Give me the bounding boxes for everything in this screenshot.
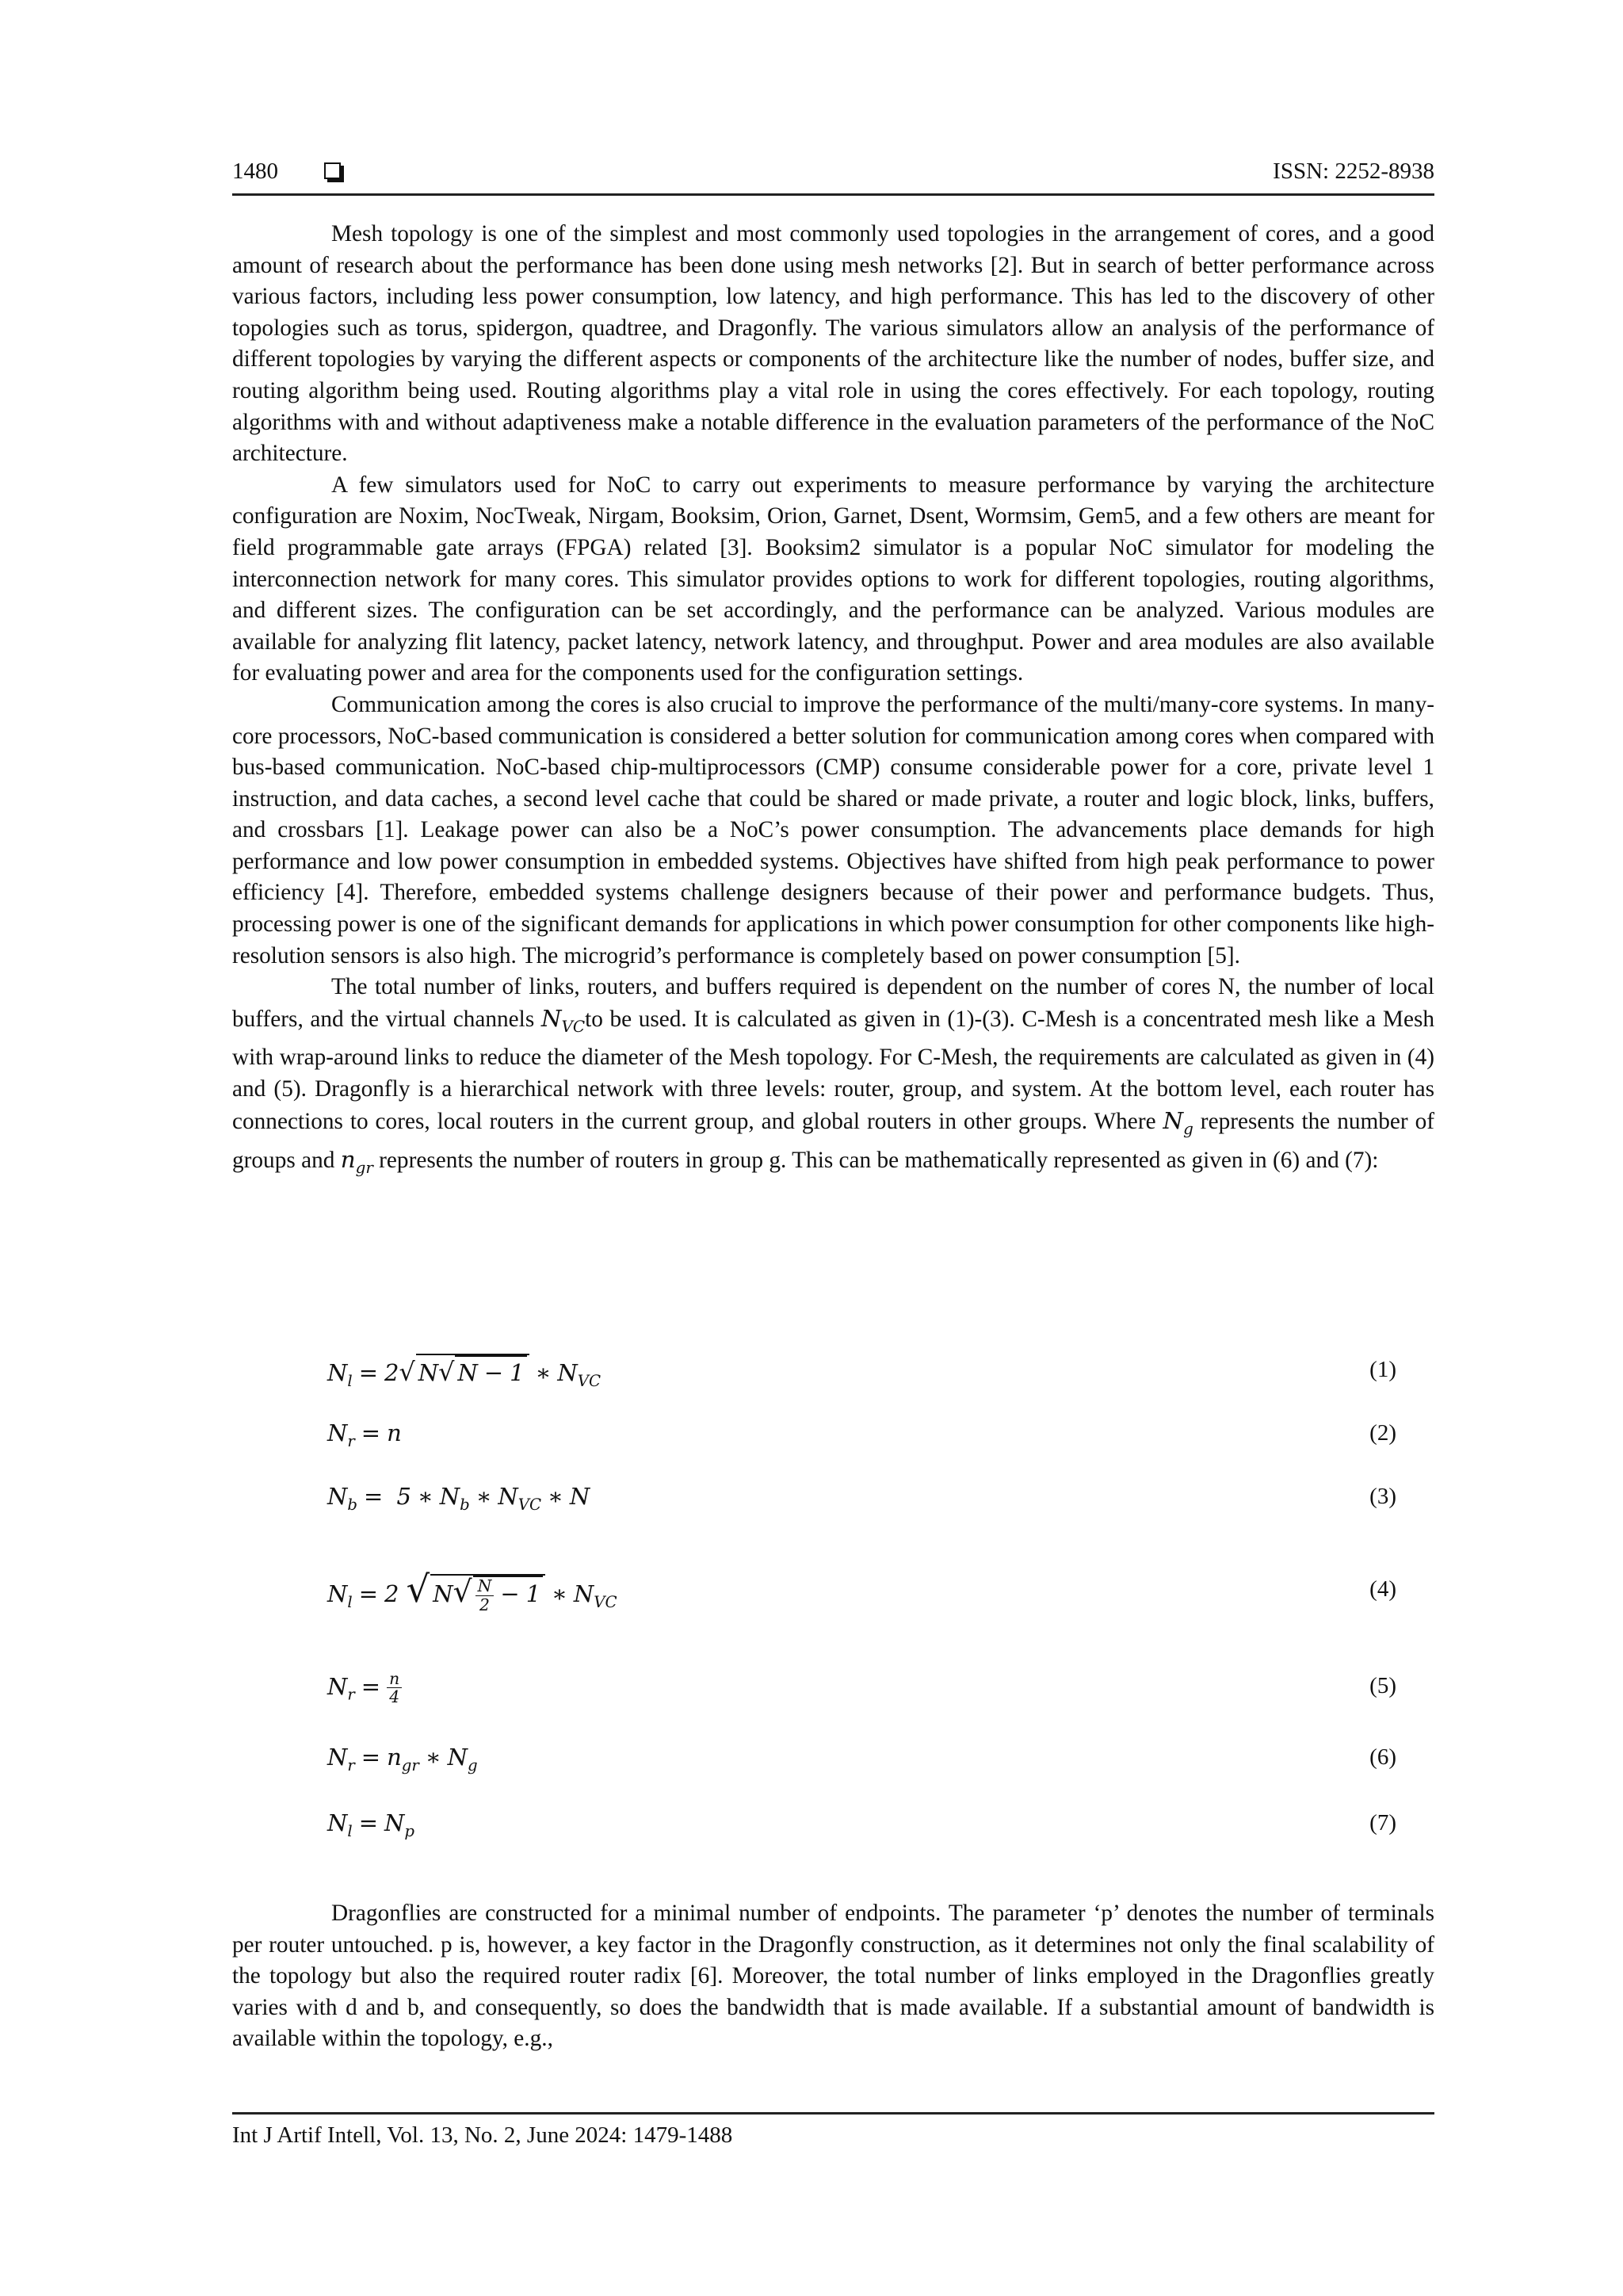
equation-number: (2) bbox=[1369, 1420, 1396, 1446]
equation-number: (4) bbox=[1369, 1576, 1396, 1602]
equation-number: (6) bbox=[1369, 1744, 1396, 1770]
page-header bbox=[232, 155, 1434, 196]
equation-number: (5) bbox=[1369, 1673, 1396, 1698]
issn-label: ISSN: 2252-8938 bbox=[1273, 159, 1434, 184]
equation-4: $N_l = 2$ √ N√ $\frac{N}{2}$ − 1 ∗ $N_{VC}$ (4) bbox=[327, 1568, 1396, 1614]
equation-7: $N_l = N_p$ (7) bbox=[232, 1807, 1434, 1855]
equation-3: $N_b = 5$ ∗ $N_b$ ∗ $N_{VC}$ ∗ N (3) bbox=[232, 1480, 1434, 1528]
paragraph-total-links: The total number of links, routers, and buffers required is dependent on the number of cores N, the number of local buffers, and the virtual channels $N_{VC}to$ be used. It is calculated as given in (1)-(3). C-Mesh is a concentrated mesh like a Mesh with wrap-around links to reduce the diameter of the Mesh topology. For C-Mesh, the requirements are calculated as given in (4) and (5). Dragonfly is a hierarchical network with three levels: router, group, and system. At the bottom level, each router has connections to cores, local routers in the current group, and global routers in other groups. Where $N_g$ represents the number of groups and $n_{gr}$ represents the number of routers in group g. This can be mathematically represented as given in (6) and (7): bbox=[232, 974, 1435, 1178]
equation-2: $N_r = n$ (2) bbox=[232, 1417, 1434, 1465]
equation-number: (7) bbox=[1369, 1810, 1396, 1836]
equation-5: $N_r$ = $\frac{n}{4}$ (5) bbox=[327, 1669, 1396, 1707]
journal-citation: Int J Artif Intell, Vol. 13, No. 2, June 2024: 1479-1488 bbox=[232, 2122, 733, 2148]
equation-1: $N_l = 2√$ N√ N − 1 ∗ $N_{VC}$ (1) bbox=[232, 1354, 1434, 1401]
equation-number: (3) bbox=[1369, 1484, 1396, 1509]
equation-number: (1) bbox=[1369, 1357, 1396, 1382]
paragraph: Mesh topology is one of the simplest and most commonly used topologies in the arrangement of cores, and a good amount of research about the performance has been done using mesh networks [2]. But in search of better performance across various factors, including less power consumption, low latency, and high performance. This has led to the discovery of other topologies such as torus, spidergon, quadtree, and Dragonfly. The various simulators allow an analysis of the performance of different topologies by varying the different aspects or components of the architecture like the number of nodes, buffer size, and routing algorithm being used. Routing algorithms play a vital role in using the cores effectively. For each topology, routing algorithms with and without adaptiveness make a notable difference in the evaluation parameters of the performance of the NoC architecture. bbox=[232, 221, 1434, 467]
checkbox-square-icon bbox=[324, 162, 341, 179]
page-number: 1480 bbox=[232, 159, 278, 184]
equation-6: $N_r = n_{gr}$ ∗ $N_g$ (6) bbox=[232, 1741, 1434, 1789]
main-text-continued bbox=[232, 1898, 1434, 2055]
main-text bbox=[232, 219, 1434, 1184]
paragraph: Dragonflies are constructed for a minimal number of endpoints. The parameter ‘p’ denotes the number of terminals per router untouched. p is, however, a key factor in the Dragonfly construction, as it determines not only the final scalability of the topology but also the required router radix [6]. Moreover, the total number of links employed in the Dragonflies greatly varies with d and b, and consequently, so does the bandwidth that is made available. If a substantial amount of bandwidth is available within the topology, e.g., bbox=[232, 1901, 1434, 2052]
page-footer bbox=[232, 2112, 1434, 2151]
paragraph: Communication among the cores is also crucial to improve the performance of the multi/many-core systems. In many-core processors, NoC-based communication is considered a better solution for communication among cores when compared with bus-based communication. NoC-based chip-multiprocessors (CMP) consume considerable power for a core, private level 1 instruction, and data caches, a second level cache that could be shared or made private, a router and logic block, links, buffers, and crossbars [1]. Leakage power can also be a NoC’s power consumption. The advancements place demands for high performance and low power consumption in embedded systems. Objectives have shifted from high peak performance to power efficiency [4]. Therefore, embedded systems challenge designers because of their power and performance budgets. Thus, processing power is one of the significant demands for applications in which power consumption for other components like high-resolution sensors is also high. The microgrid’s performance is completely based on power consumption [5]. bbox=[232, 691, 1434, 968]
paragraph: A few simulators used for NoC to carry out experiments to measure performance by varying the architecture configuration are Noxim, NocTweak, Nirgam, Booksim, Orion, Garnet, Dsent, Wormsim, Gem5, and a few others are meant for field programmable gate arrays (FPGA) related [3]. Booksim2 simulator is a popular NoC simulator for modeling the interconnection network for many cores. This simulator provides options to work for different topologies, routing algorithms, and different sizes. The configuration can be set accordingly, and the performance can be analyzed. Various modules are available for analyzing flit latency, packet latency, network latency, and throughput. Power and area modules are also available for evaluating power and area for the components used for the configuration settings. bbox=[232, 472, 1434, 686]
